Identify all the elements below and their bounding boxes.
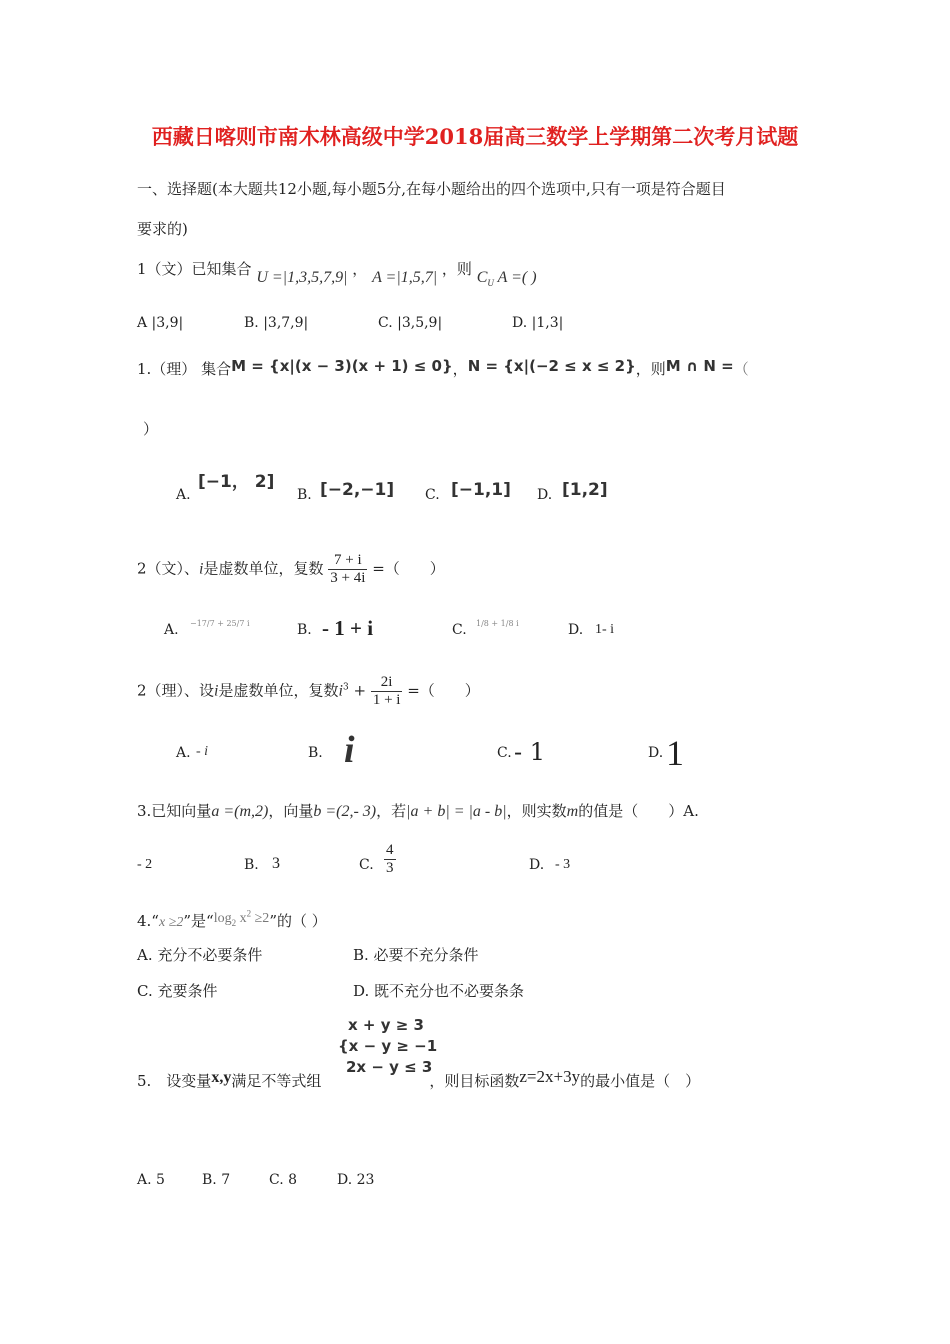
q1w-option-c: C. |3,5,9| [378, 315, 443, 331]
q5-option-d: D. 23 [337, 1172, 375, 1188]
q1l-option-d-label: D. [537, 487, 553, 503]
q2l-option-a-value: - i [196, 744, 209, 759]
q2l-option-a-label: A. [176, 745, 191, 761]
q1l-option-a-label: A. [176, 487, 191, 503]
q2l-option-c-label: C. [497, 745, 512, 761]
question-1-wen: 1（文）已知集合 U =|1,3,5,7,9| ， A =|1,5,7| ，则 $C_U$ A =( ) [137, 260, 537, 289]
q3-option-b-value: 3 [272, 855, 280, 872]
q4-option-b: B. 必要不充分条件 [353, 946, 479, 964]
q5-option-b: B. 7 [202, 1172, 231, 1188]
q2w-option-a-label: A. [164, 622, 179, 638]
fraction: $\frac{2i}{1 + i}$ [372, 674, 401, 708]
q3-option-b-label: B. [244, 857, 259, 873]
vector-b: b =(2,- 3) [313, 803, 377, 820]
q3-option-d-value: - 3 [555, 857, 571, 872]
q3-option-d-label: D. [529, 857, 545, 873]
abs-condition: |a + b| = |a - b| [406, 803, 507, 820]
q2w-option-c-value: 1/8 + 1/8 i [476, 619, 519, 628]
q4-option-c: C. 充要条件 [137, 982, 218, 1000]
set-n: N = {x|(−2 ≤ x ≤ 2} [467, 357, 636, 375]
question-2-wen: 2（文）、i是虚数单位，复数 $\frac{7 + i}{3 + 4i}$ =（ ） [137, 552, 445, 586]
section-heading-cont: 要求的) [137, 220, 188, 238]
q2w-option-b-label: B. [297, 622, 312, 638]
inequality-system: x + y ≥ 3 {x − y ≥ −1 2x − y ≤ 3 [338, 1016, 438, 1076]
set-a: A =|1,5,7| [372, 269, 438, 286]
question-4: 4.“x ≥2”是“$\log_2$ $x^2 \ge 2$”的（ ） [137, 908, 327, 930]
objective-function: z=2x+3y [519, 1067, 581, 1086]
q3-option-a-value: - 2 [137, 857, 153, 872]
page-title: 西藏日喀则市南木林高级中学2018届高三数学上学期第二次考月试题 [151, 124, 799, 149]
q1l-option-b-label: B. [297, 487, 312, 503]
q2w-option-b-value: - 1 + i [322, 616, 374, 640]
q5-option-c: C. 8 [269, 1172, 298, 1188]
question-3: 3.已知向量a =(m,2)，向量b =(2,- 3)，若|a + b| = |a - b|，则实数m的值是（ ）A. [137, 802, 699, 820]
question-1-li-close: ） [143, 420, 159, 438]
q1l-option-c-label: C. [425, 487, 440, 503]
log-condition: $\log_2 x^2 \ge 2$ [213, 908, 270, 928]
q1l-option-a-value: [−1， 2] [198, 472, 275, 492]
q2w-option-d-label: D. [568, 622, 584, 638]
intersection-expr: M ∩ N = [665, 357, 734, 375]
q3-option-c-label: C. [359, 857, 374, 873]
set-m: M = {x|(x − 3)(x + 1) ≤ 0} [231, 357, 453, 375]
q2w-option-d-value: 1- i [595, 622, 615, 637]
q1w-option-d: D. |1,3| [512, 315, 564, 331]
q1w-option-a: A |3,9| [137, 315, 184, 331]
q1l-option-b-value: [−2,−1] [320, 480, 395, 500]
q2l-option-b-value: i [344, 729, 355, 771]
section-heading: 一、选择题(本大题共12小题,每小题5分,在每小题给出的四个选项中,只有一项是符合题目 [137, 180, 726, 198]
q2w-option-a-value: −17/7 + 25/7 i [190, 619, 250, 628]
complement-expr: $C_U$ A =( ) [476, 269, 537, 289]
question-1-li: 1.（理） 集合M = {x|(x − 3)(x + 1) ≤ 0}，N = {x|(−2 ≤ x ≤ 2}，则M ∩ N =（ [137, 357, 749, 378]
q2l-option-c-value: - 1 [514, 738, 546, 766]
q3-option-c-value: $\frac{4}{3}$ [386, 842, 394, 876]
vector-a: a =(m,2) [211, 803, 269, 820]
fraction: $\frac{7 + i}{3 + 4i}$ [330, 552, 366, 586]
q1w-option-b: B. |3,7,9| [244, 315, 309, 331]
q2l-option-d-label: D. [648, 745, 664, 761]
q1l-option-c-value: [−1,1] [451, 480, 511, 500]
question-2-li: 2（理）、设i是虚数单位，复数$i^3$ + $\frac{2i}{1 + i}$ =（ ） [137, 674, 480, 708]
set-u: U =|1,3,5,7,9| [256, 269, 348, 286]
q1l-option-d-value: [1,2] [562, 480, 608, 500]
q2l-option-b-label: B. [308, 745, 323, 761]
q4-option-a: A. 充分不必要条件 [137, 946, 263, 964]
q4-option-d: D. 既不充分也不必要条条 [353, 982, 525, 1000]
q2l-option-d-value: 1 [666, 733, 684, 773]
question-5: 5. 设变量x,y满足不等式组 ，则目标函数z=2x+3y的最小值是（ ） [137, 1067, 701, 1090]
q2w-option-c-label: C. [452, 622, 467, 638]
q5-option-a: A. 5 [137, 1172, 165, 1188]
